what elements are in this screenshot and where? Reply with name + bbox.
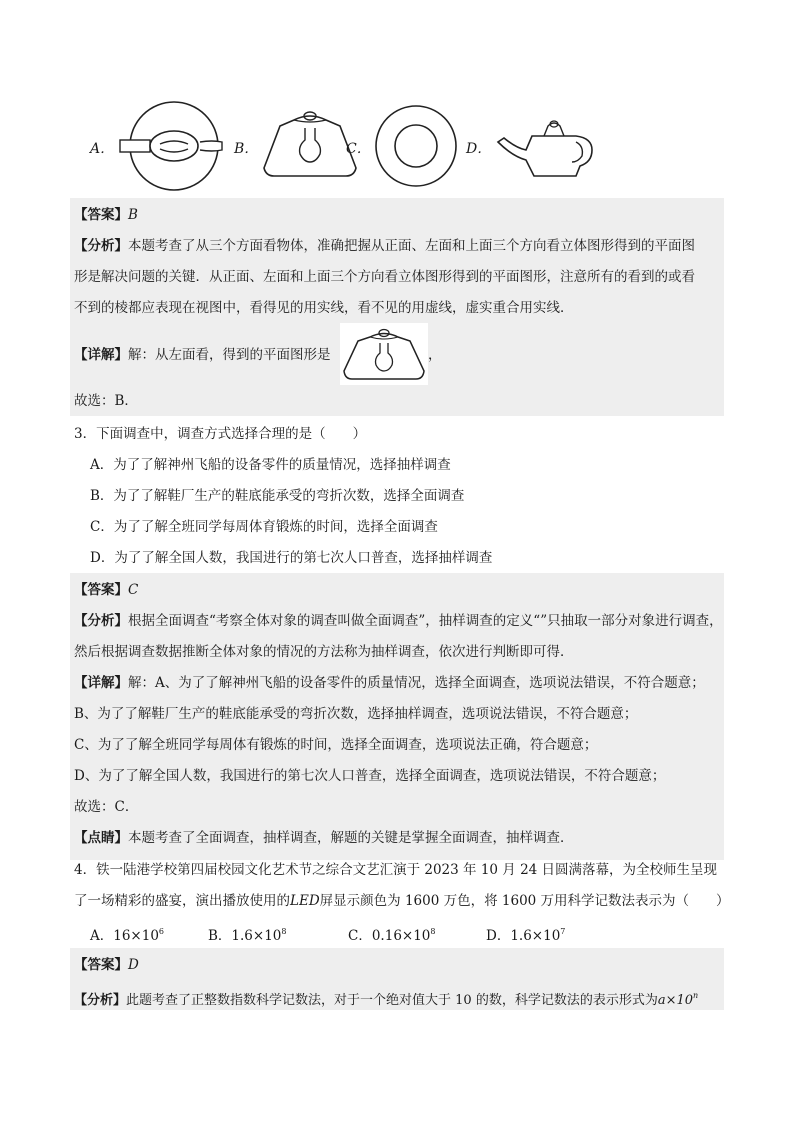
- detail-tag: 【详解】: [74, 675, 128, 691]
- q3-answer-line: [74, 580, 138, 600]
- q2-choose-line: 故选：B．: [74, 393, 138, 409]
- figure-label-d: D．: [466, 141, 492, 157]
- sci-notation-form: a×10: [657, 993, 694, 1008]
- answer-value: B: [128, 207, 138, 223]
- q3-analysis-line-2: 然后根据调查数据推断全体对象的情况的方法称为抽样调查，依次进行判断即可得．: [74, 644, 574, 660]
- q2-analysis-line-1: [74, 236, 695, 256]
- q2-answer-line: [74, 205, 138, 225]
- q3-comment-line: [74, 828, 574, 848]
- answer-value: C: [128, 582, 139, 598]
- figure-b-left-view: [260, 100, 360, 192]
- figure-c-ring-view: [370, 100, 462, 192]
- led-term: LED: [290, 893, 320, 909]
- q3-detail-line-4: D、为了了解全国人数，我国进行的第七次人口普查，选择全面调查，选项说法错误，不符合题意；: [74, 768, 666, 784]
- q4-option-a: A．$16\times 10^6$: [90, 927, 165, 944]
- q3-option-b: B．为了了解鞋厂生产的鞋底能承受的弯折次数，选择全面调查: [90, 488, 465, 504]
- figure-label-b: B．: [234, 141, 259, 157]
- analysis-text: 本题考查了从三个方面看物体，准确把握从正面、左面和上面三个方向看立体图形得到的平面图: [128, 238, 695, 254]
- q4-analysis-line-1: 【分析】此题考查了正整数指数科学记数法，对于一个绝对值大于 10 的数，科学记数法的表示形式为$a\times 10^n$: [74, 991, 699, 1008]
- detail-tag: 【详解】: [74, 347, 128, 363]
- q3-option-a: A．为了了解神州飞船的设备零件的质量情况，选择抽样调查: [90, 457, 451, 473]
- q4-option-d: D．$1.6\times 10^7$: [486, 927, 566, 944]
- q4-option-c: C．$0.16\times 10^8$: [348, 927, 436, 944]
- figure-d-front-view: [492, 100, 602, 192]
- answer-tag: 【答案】: [74, 207, 128, 223]
- detail-figure-left-view: [340, 323, 428, 385]
- q3-detail-line-3: C、为了了解全班同学每周体有锻炼的时间，选择全面调查，选项说法正确，符合题意；: [74, 737, 598, 753]
- comment-tag: 【点睛】: [74, 830, 128, 846]
- q2-analysis-line-3: 不到的棱都应表现在视图中，看得见的用实线，看不见的用虚线，虚实重合用实线．: [74, 300, 574, 316]
- detail-text: 解：A、为了了解神州飞船的设备零件的质量情况，选择全面调查，选项说法错误，不符合题意；: [128, 675, 705, 691]
- q3-option-c: C．为了了解全班同学每周体育锻炼的时间，选择全面调查: [90, 519, 438, 535]
- answer-value: D: [128, 957, 139, 973]
- figure-options-row: [70, 100, 730, 192]
- q3-choose-line: 故选：C．: [74, 799, 139, 815]
- q3-option-d: D．为了了解全国人数，我国进行的第七次人口普查，选择抽样调查: [90, 550, 493, 566]
- answer-tag: 【答案】: [74, 957, 128, 973]
- figure-label-a: A．: [90, 141, 115, 157]
- figure-a-top-view: [116, 100, 226, 192]
- q3-analysis-line-1: [74, 611, 723, 631]
- analysis-tag: 【分析】: [74, 613, 128, 629]
- q4-stem-line-1: 4．铁一陆港学校第四届校园文化艺术节之综合文艺汇演于 2023 年 10 月 24 日圆满落幕，为全校师生呈现: [74, 862, 718, 878]
- figure-label-c: C．: [346, 141, 371, 157]
- q3-detail-line-1: [74, 673, 705, 693]
- q4-option-b: B．$1.6\times 10^8$: [208, 927, 287, 944]
- analysis-tag: 【分析】: [74, 238, 128, 254]
- q2-analysis-line-2: 形是解决问题的关键．从正面、左面和上面三个方向看立体图形得到的平面图形，注意所有的看到的或看: [74, 269, 695, 285]
- comment-text: 本题考查了全面调查，抽样调查，解题的关键是掌握全面调查，抽样调查．: [128, 830, 574, 846]
- analysis-text: 此题考查了正整数指数科学记数法，对于一个绝对值大于 10 的数，科学记数法的表示形式为: [126, 993, 658, 1008]
- detail-text: 解：从左面看，得到的平面图形是: [128, 347, 331, 363]
- analysis-text: 根据全面调查“考察全体对象的调查叫做全面调查”，抽样调查的定义“”只抽取一部分对象进行调查，: [128, 613, 723, 629]
- q4-answer-line: [74, 955, 139, 975]
- answer-tag: 【答案】: [74, 582, 128, 598]
- q3-detail-line-2: B、为了了解鞋厂生产的鞋底能承受的弯折次数，选择抽样调查，选项说法错误，不符合题意；: [74, 706, 638, 722]
- analysis-tag: 【分析】: [74, 993, 127, 1008]
- q4-stem-line-2: 了一场精彩的盛宴，演出播放使用的LED屏显示颜色为 1600 万色，将 1600 万用科学记数法表示为（ ）: [74, 893, 730, 909]
- detail-comma: ，: [428, 347, 442, 363]
- q2-detail-line: [74, 345, 331, 365]
- q3-stem: 3．下面调查中，调查方式选择合理的是（ ）: [74, 426, 367, 442]
